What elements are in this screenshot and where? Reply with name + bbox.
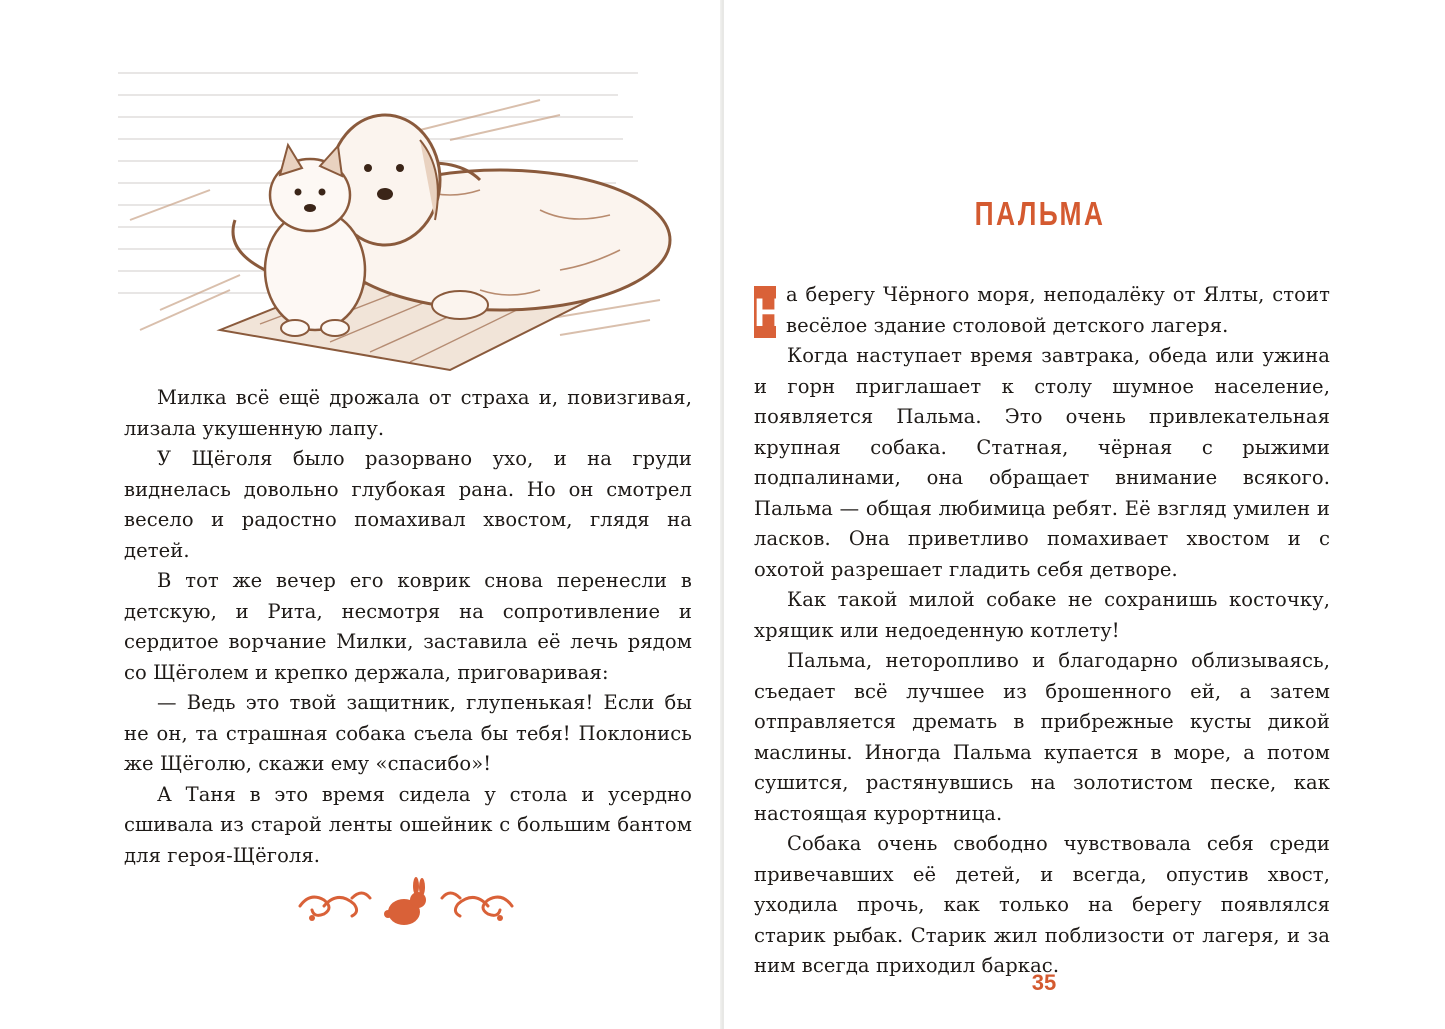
paragraph: В тот же вечер его коврик снова перенесли в детскую, и Рита, несмотря на сопротивление и сердитое ворчание Милки, заставила её лечь рядом со Щёголем и крепко держала, приговаривая:: [124, 569, 692, 684]
page-number: 35: [1031, 970, 1057, 995]
paragraph: Милка всё ещё дрожала от страха и, повизгивая, лизала укушенную лапу.: [124, 386, 692, 440]
paragraph: Пальма, неторопливо и благодарно облизываясь, съедает всё лучшее из брошенного ей, а затем отправляется дремать в прибрежные кусты дикой маслины. Иногда Пальма купается в море, а потом сушится, растянувшись на золотистом песке, как настоящая курортница.: [754, 649, 1330, 825]
paragraph: Когда наступает время завтрака, обеда или ужина и горн приглашает к столу шумное население, появляется Пальма. Это очень привлекательная крупная собака. Статная, чёрная с рыжими подпалинами, она обращает внимание всякого. Пальма — общая любимица ребят. Её взгляд умилен и ласков. Она приветливо помахивает хвостом и с охотой разрешает гладить себя детворе.: [754, 344, 1330, 581]
paragraph: У Щёголя было разорвано ухо, и на груди виднелась довольно глубокая рана. Но он смотрел весело и радостно помахивал хвостом, глядя на детей.: [124, 447, 692, 562]
dog-and-puppy-illustration: [120, 70, 680, 390]
first-paragraph: [754, 280, 1330, 341]
paragraph: — Ведь это твой защитник, глупенькая! Если бы не он, та страшная собака съела бы тебя! Поклонись же Щёголю, скажи ему «спасибо»!: [124, 691, 692, 775]
left-page-text: [124, 383, 692, 871]
paragraph: А Таня в это время сидела у стола и усердно сшивала из старой ленты ошейник с большим бантом для героя-Щёголя.: [124, 782, 692, 867]
right-page-text: [754, 280, 1330, 982]
paragraph: Как такой милой собаке не сохранишь косточку, хрящик или недоеденную котлету!: [754, 588, 1330, 642]
drop-cap: Н: [754, 286, 776, 338]
right-page: [724, 0, 1445, 1029]
rabbit-ornament-icon: [292, 880, 520, 930]
first-paragraph-text: а берегу Чёрного моря, неподалёку от Ялты, стоит весёлое здание столовой детского лагеря.: [786, 283, 1330, 337]
paragraph: Собака очень свободно чувствовала себя среди привечавших её детей, и всегда, опустив хвост, уходила прочь, как только на берегу появлялся старик рыбак. Старик жил поблизости от лагеря, и за ним всегда приходил баркас.: [754, 832, 1330, 977]
left-page: [0, 0, 722, 1029]
chapter-title: ПАЛЬМА: [974, 195, 1106, 232]
